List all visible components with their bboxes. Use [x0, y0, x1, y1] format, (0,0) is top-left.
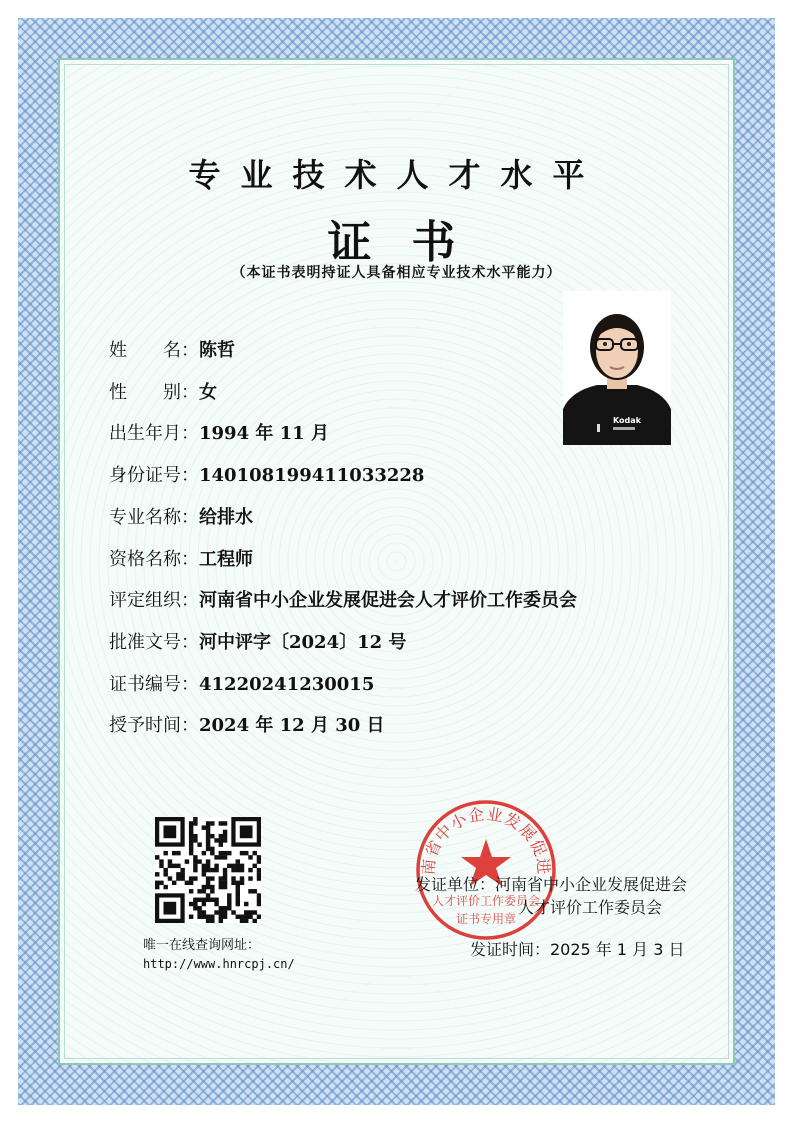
official-seal-stamp	[413, 797, 559, 943]
info-row	[109, 378, 217, 404]
field-label: 授予时间：	[109, 715, 199, 737]
info-row	[109, 503, 253, 529]
issuer-line-1: 发证单位：河南省中小企业发展促进会	[415, 875, 688, 894]
qr-code[interactable]	[155, 817, 261, 923]
field-label: 批准文号：	[109, 631, 199, 653]
svg-text:河南省中小企业发展促进会: 南省中小企业发展促进	[418, 804, 554, 876]
field-value: 河南省中小企业发展促进会人才评价工作委员会	[199, 590, 577, 612]
svg-text:证书专用章: 证书专用章	[455, 912, 517, 926]
qr-caption: 唯一在线查询网址：	[143, 938, 261, 953]
field-label: 身份证号：	[109, 465, 199, 487]
info-row	[109, 711, 385, 737]
field-label: 评定组织：	[109, 590, 199, 612]
certificate-title-main: 证书	[327, 217, 496, 268]
field-value: 41220241230015	[199, 673, 375, 695]
info-row	[109, 336, 235, 362]
info-row	[109, 545, 253, 571]
field-label: 资格名称：	[109, 548, 199, 570]
holder-photo	[563, 291, 671, 445]
portrait-image	[563, 291, 671, 445]
svg-text:人才评价工作委员会: 人才评价工作委员会	[431, 894, 541, 908]
field-value: 河中评字〔2024〕12 号	[199, 631, 407, 653]
field-label: 证书编号：	[109, 673, 199, 695]
field-value: 2024 年 12 月 30 日	[199, 715, 385, 737]
field-value: 给排水	[199, 506, 253, 528]
field-value: 陈哲	[199, 340, 235, 361]
field-label: 姓 名：	[109, 340, 199, 361]
info-row	[109, 419, 329, 445]
field-value: 女	[199, 381, 217, 403]
verification-url[interactable]: http://www.hnrcpj.cn/	[143, 957, 295, 971]
field-value: 1994 年 11 月	[199, 423, 329, 445]
field-label: 性 别：	[109, 381, 199, 403]
field-label: 出生年月：	[109, 423, 199, 445]
info-row	[109, 670, 374, 696]
field-label: 专业名称：	[109, 506, 199, 528]
issuer-line-2: 人才评价工作委员会	[518, 898, 663, 917]
certificate-title: 专业技术人才水平	[188, 156, 605, 194]
issue-date: 发证时间：2025 年 1 月 3 日	[470, 940, 685, 959]
info-row	[109, 461, 424, 487]
info-row	[109, 628, 406, 654]
shirt-logo-text: Kodak	[613, 416, 641, 425]
certificate-subtitle: （本证书表明持证人具备相应专业技术水平能力）	[231, 265, 562, 281]
field-value: 140108199411033228	[199, 465, 425, 487]
info-row	[109, 586, 577, 612]
field-value: 工程师	[199, 548, 253, 570]
